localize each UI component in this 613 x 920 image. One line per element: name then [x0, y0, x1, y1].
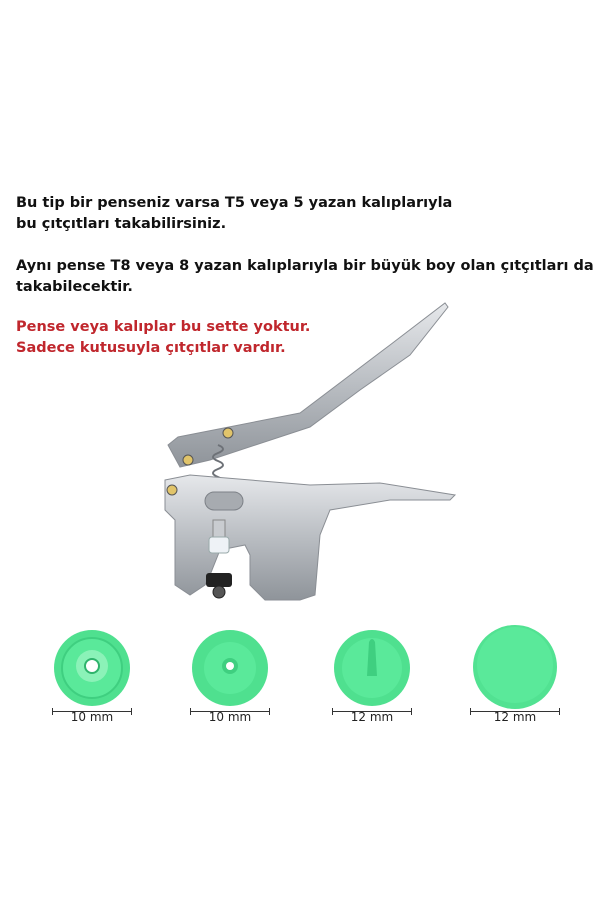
warning-line-1: Pense veya kalıplar bu sette yoktur. [16, 319, 311, 335]
snap-stud-icon [190, 628, 270, 712]
snap-size-label: 12 mm [350, 710, 394, 724]
instruction-line-3: Aynı pense T8 veya 8 yazan kalıplarıyla bir büyük boy olan çıtçıtları da [16, 258, 594, 274]
instructions-t8 [16, 256, 596, 298]
snap-cap-icon [470, 622, 560, 716]
instructions-t5 [16, 193, 596, 235]
snap-size-label: 10 mm [208, 710, 252, 724]
instruction-line-4: takabilecektir. [16, 279, 133, 295]
snap-pliers-icon [150, 295, 470, 619]
snap-size-label: 12 mm [493, 710, 537, 724]
warning-line-2: Sadece kutusuyla çıtçıtlar vardır. [16, 340, 286, 356]
snap-size-label: 10 mm [70, 710, 114, 724]
snap-socket-icon [52, 628, 132, 712]
instruction-line-2: bu çıtçıtları takabilirsiniz. [16, 216, 227, 232]
instruction-line-1: Bu tip bir penseniz varsa T5 veya 5 yazan kalıplarıyla [16, 195, 453, 211]
snap-prong-icon [332, 628, 412, 712]
